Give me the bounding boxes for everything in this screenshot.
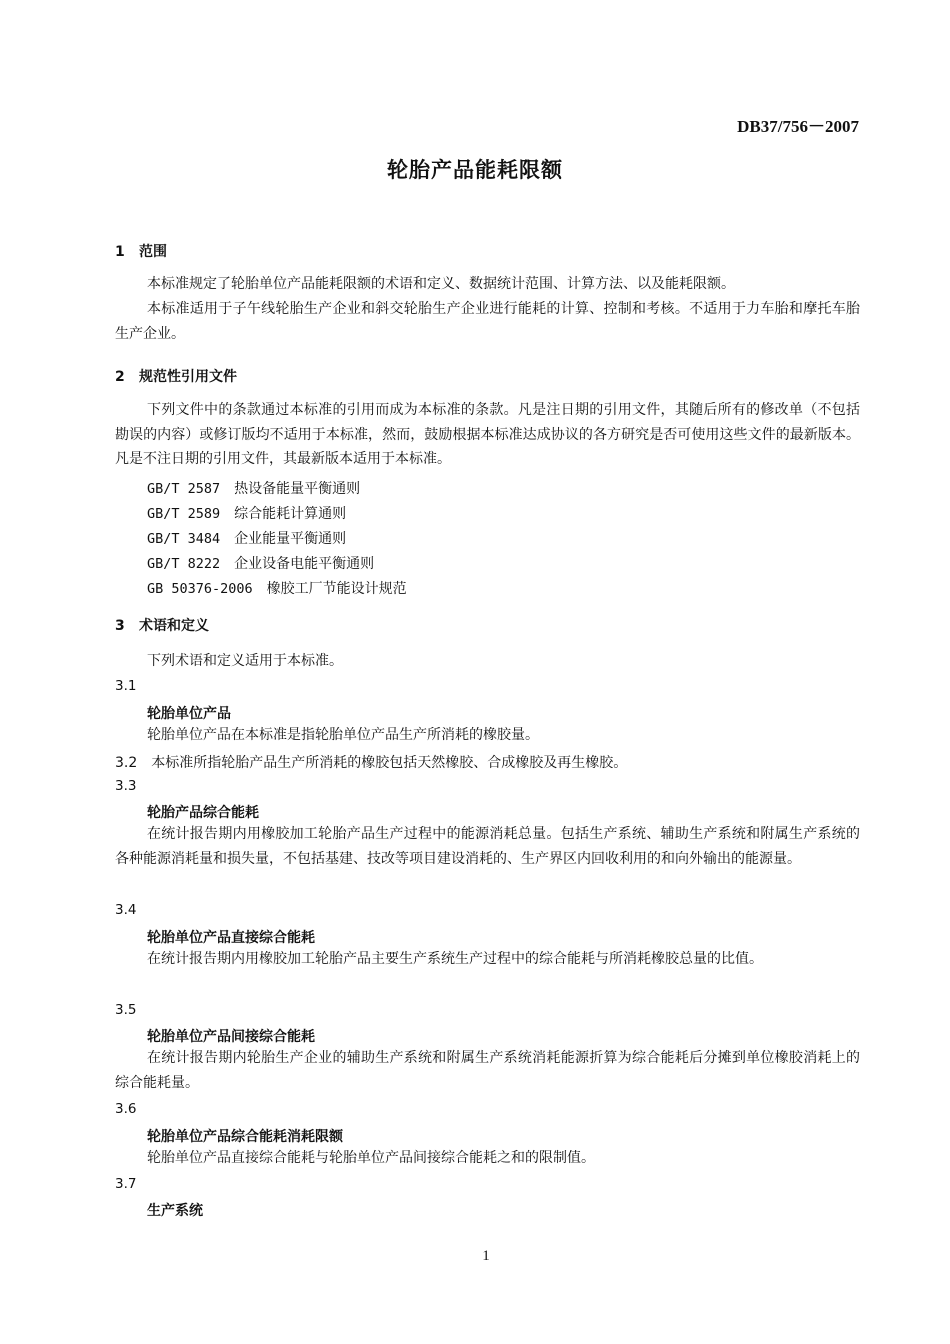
- clause-3-2: [115, 752, 627, 772]
- section-1-heading: [115, 241, 167, 261]
- term-heading: 轮胎单位产品综合能耗消耗限额: [147, 1129, 343, 1145]
- clause-number: 3.4: [115, 902, 137, 918]
- s1-paragraph-1: 本标准规定了轮胎单位产品能耗限额的术语和定义、数据统计范围、计算方法、以及能耗限额。: [147, 276, 735, 292]
- reference-title: 企业设备电能平衡通则: [234, 556, 375, 572]
- reference-code: GB/T 8222: [147, 556, 221, 572]
- term-heading: 轮胎单位产品直接综合能耗: [147, 930, 315, 946]
- reference-item: [147, 478, 360, 498]
- clause-number: 3.7: [115, 1176, 137, 1192]
- section-number: 1: [115, 244, 125, 260]
- term-definition: 在统计报告期内轮胎生产企业的辅助生产系统和附属生产系统消耗能源折算为综合能耗后分摊到单位橡胶消耗上的综合能耗量。: [115, 1050, 860, 1091]
- reference-item: [147, 578, 407, 598]
- reference-item: [147, 553, 374, 573]
- section-title: 范围: [139, 244, 167, 260]
- reference-title: 橡胶工厂节能设计规范: [266, 581, 407, 597]
- document-title: 轮胎产品能耗限额: [387, 158, 563, 182]
- s1-paragraph-2: 本标准适用于子午线轮胎生产企业和斜交轮胎生产企业进行能耗的计算、控制和考核。不适用于力车胎和摩托车胎生产企业。: [115, 301, 860, 342]
- term-heading: 生产系统: [147, 1203, 203, 1219]
- reference-code: GB/T 3484: [147, 531, 221, 547]
- section-title: 术语和定义: [139, 618, 209, 634]
- reference-title: 热设备能量平衡通则: [234, 481, 361, 497]
- section-3-heading: [115, 615, 209, 635]
- clause-text: 本标准所指轮胎产品生产所消耗的橡胶包括天然橡胶、合成橡胶及再生橡胶。: [151, 755, 628, 771]
- s2-paragraph-1: 下列文件中的条款通过本标准的引用而成为本标准的条款。凡是注日期的引用文件，其随后所有的修改单（不包括勘误的内容）或修订版均不适用于本标准，然而，鼓励根据本标准达成协议的各方研究是否可使用这些文件的最新版本。凡是不注日期的引用文件，其最新版本适用于本标准。: [115, 402, 860, 467]
- reference-code: GB/T 2587: [147, 481, 221, 497]
- term-definition: 在统计报告期内用橡胶加工轮胎产品主要生产系统生产过程中的综合能耗与所消耗橡胶总量的比值。: [147, 951, 763, 967]
- term-heading: 轮胎产品综合能耗: [147, 805, 259, 821]
- term-definition: 在统计报告期内用橡胶加工轮胎产品生产过程中的能源消耗总量。包括生产系统、辅助生产系统和附属生产系统的各种能源消耗量和损失量，不包括基建、技改等项目建设消耗的、生产界区内回收利用的和向外输出的能源量。: [115, 826, 860, 867]
- clause-number: 3.6: [115, 1101, 137, 1117]
- term-heading: 轮胎单位产品: [147, 706, 231, 722]
- reference-code: GB/T 2589: [147, 506, 221, 522]
- page-number: 1: [482, 1248, 490, 1264]
- s3-intro: 下列术语和定义适用于本标准。: [147, 653, 343, 669]
- clause-number: 3.5: [115, 1002, 137, 1018]
- section-number: 2: [115, 369, 125, 385]
- reference-title: 综合能耗计算通则: [234, 506, 347, 522]
- clause-number: 3.1: [115, 678, 137, 694]
- clause-number: 3.3: [115, 778, 137, 794]
- standard-number: DB37/756－2007: [737, 117, 859, 136]
- section-2-heading: [115, 366, 237, 386]
- term-definition: 轮胎单位产品直接综合能耗与轮胎单位产品间接综合能耗之和的限制值。: [147, 1150, 595, 1166]
- reference-item: [147, 528, 346, 548]
- clause-number: 3.2: [115, 755, 138, 771]
- section-title: 规范性引用文件: [139, 369, 237, 385]
- reference-title: 企业能量平衡通则: [234, 531, 347, 547]
- reference-item: [147, 503, 346, 523]
- term-definition: 轮胎单位产品在本标准是指轮胎单位产品生产所消耗的橡胶量。: [147, 727, 539, 743]
- reference-code: GB 50376-2006: [147, 581, 253, 597]
- section-number: 3: [115, 618, 125, 634]
- term-heading: 轮胎单位产品间接综合能耗: [147, 1029, 315, 1045]
